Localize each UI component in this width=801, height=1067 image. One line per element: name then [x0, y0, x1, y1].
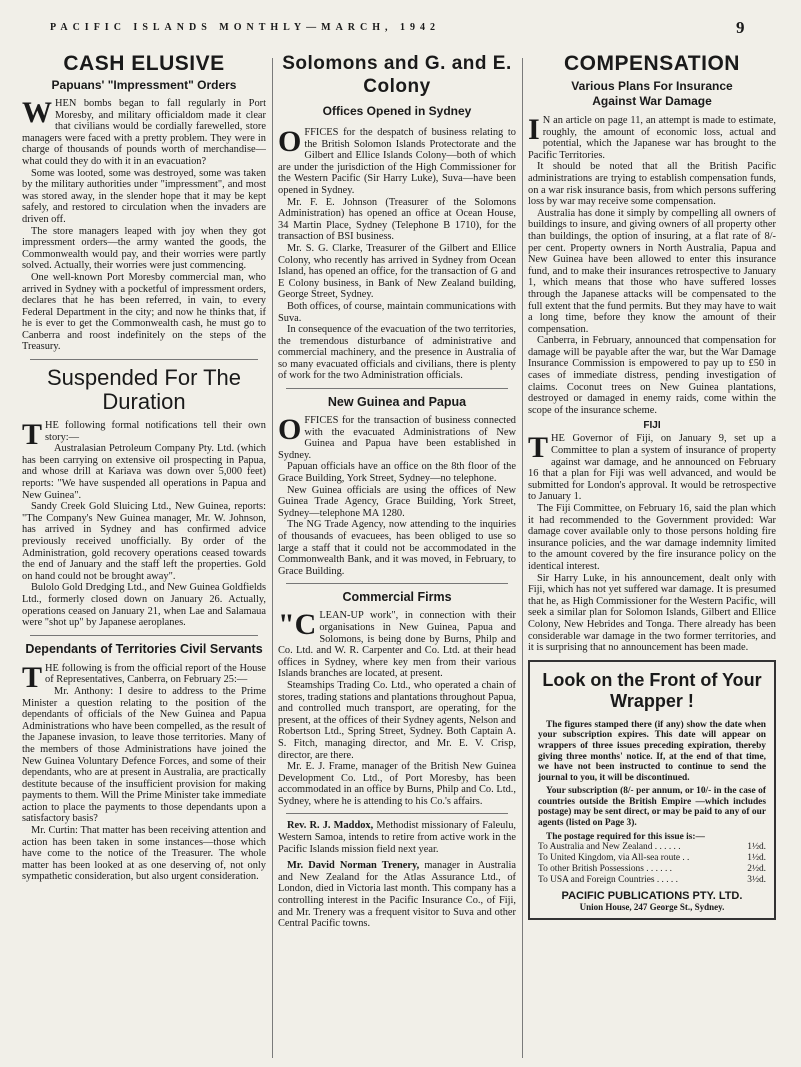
- article-paragraph: One well-known Port Moresby commercial man, who arrived in Sydney with a pocketful of impressment orders, declares that he has been referred, in vain, to every Federal Department in the city; and now he thinks that, if he is ever to get the Commonwealth cash, he must go to Canberra and roost indefinitely on the steps of the Treasury.: [22, 271, 266, 353]
- article-paragraph: Australasian Petroleum Company Pty. Ltd. (which has been carrying on extensive oil prospecting in Papua, and whose drill at Kariava was down over 5,000 feet) reports: "We have suspended all operations in Papua and New Guinea".: [22, 443, 266, 501]
- article-paragraph: Australia has done it simply by compelling all owners of buildings to insure, and giving owners of all property other than buildings, the option of insuring, at a flat rate of 8/- per cent. Property owners in North Australia, Papua and New Guinea have been allowed to enter this insurance fund, and to make their insurances retrospective to January 1, which means that those who have suffered losses through the Japanese attacks will be compensated to the full extent that the fund permits. But they may have to wait a long time, before they know the amount of their compensation.: [528, 207, 776, 335]
- divider: [30, 359, 258, 360]
- divider: [30, 635, 258, 636]
- news-brief: Mr. David Norman Trenery, manager in Australia and New Zealand for the Atlas Assurance Ltd., of London, died in Victoria last month. This company has a controlling interest in the Pacific Insurance Co., of Fiji, and Mr. Trenery was a frequent visitor to Suva and other Central Pacific towns.: [278, 860, 516, 930]
- article-paragraph: Sir Harry Luke, in his announcement, dealt only with Fiji, which has not yet suffered war damage. It is presumed that he, as High Commissioner for the Western Pacific, will seek a similar plan for Solomon Islands, Gilbert and Ellice Colony, New Hebrides and Tonga. There already has been considerable war damage in the two former territories, and it is surprising that no announcement has been made.: [528, 572, 776, 654]
- notice-paragraph: The figures stamped there (if any) show the date when your subscription expires. This date will appear on wrappers of three issues preceding expiration, thereby giving three months' notice. If, at the end of that time, we have not been instructed to continue to send the journal to you, it will be discontinued.: [538, 719, 766, 783]
- section-heading-fiji: FIJI: [643, 420, 661, 432]
- postage-row: To other British Possessions . . . . . . 2½d.: [538, 864, 766, 875]
- article-paragraph: The NG Trade Agency, now attending to the inquiries of thousands of evacuees, has been obliged to use so large a staff that it could not be accommodated in the Commonwealth Bank, and it was moved, in February, to Grace Building.: [278, 519, 516, 577]
- drop-cap: O: [278, 413, 302, 447]
- article-paragraph: WHEN bombs began to fall regularly in Port Moresby, and military officialdom made it clear that civilians would be cordially farewelled, store managers were faced with a pretty problem. They were in charge of thousands of pounds worth of merchandise—what could they do with it in an evacuation?: [22, 96, 266, 167]
- article-paragraph: "CLEAN-UP work", in connection with their organisations in New Guinea, Papua and Solomons, is being done by Burns, Philp and Co. Ltd. and W. R. Carpenter and Co. Ltd. at their head offices in Sydney, where key men from their various Islands branches are located, at present.: [278, 608, 516, 680]
- article-subtitle: Papuans' "Impressment" Orders: [51, 78, 237, 92]
- postage-row: To United Kingdom, via All-sea route . . 1½d.: [538, 853, 766, 864]
- article-subtitle: Various Plans For Insurance Against War Damage: [571, 79, 733, 108]
- article-title-new-guinea-papua: New Guinea and Papua: [327, 395, 467, 410]
- article-paragraph: It should be noted that all the British Pacific administrations are trying to establish compensation funds, on a war risk insurance basis, from which persons suffering loss by war may receive some compensation.: [528, 161, 776, 208]
- article-paragraph: The Fiji Committee, on February 16, said the plan which it had recommended to the Government provided: War damage cover available only to those persons holding fire insurance policies, and the war damage indemnity limited to the amount covered by the fire insurance policy on the identical interest.: [528, 503, 776, 572]
- article-paragraph: New Guinea officials are using the offices of New Guinea Trade Agency, Grace Building, York Street, Sydney—telephone MA 1280.: [278, 484, 516, 519]
- article-paragraph: THE following formal notifications tell their own story:—: [22, 418, 266, 452]
- article-title-solomons: Solomons and G. and E. Colony: [282, 53, 512, 97]
- article-paragraph: Canberra, in February, announced that compensation for damage will be payable after the war, but the War Damage Insurance Commission is empowered to pay up to £50 in cases of immediate distress, pending investigation of claims. Coconut trees on New Guinea plantations, destroyed or damaged in enemy raids, come within the scope of the insurance scheme.: [528, 335, 776, 416]
- running-title: PACIFIC ISLANDS MONTHLY—MARCH, 1942: [50, 22, 441, 33]
- notice-paragraph: Your subscription (8/- per annum, or 10/- in the case of countries outside the British Empire —which includes postage) may be sent direct, or may be paid to any of our agents (listed on Page 3).: [538, 786, 766, 829]
- article-paragraph: Sandy Creek Gold Sluicing Ltd., New Guinea, reports: "The Company's New Guinea manager, Mr. W. Johnson, has arrived in Sydney and has confirmed advice previously received unofficially. By order of the Administration, gold recovery operations ceased towards the end of January and the staff left the properties. Gold on hand could not be brought away".: [22, 501, 266, 582]
- article-title-commercial-firms: Commercial Firms: [342, 590, 452, 605]
- postage-row: To Australia and New Zealand . . . . . . 1½d.: [538, 842, 766, 853]
- article-title-suspended: Suspended For The Duration: [46, 365, 242, 415]
- article-paragraph: Bulolo Gold Dredging Ltd., and New Guinea Goldfields Ltd., formerly closed down on January 26. Actually, operations ceased on January 21, when Lae and Salamaua were "shot up" by Japanese aeroplanes.: [22, 582, 266, 629]
- article-paragraph: The store managers leaped with joy when they got impressment orders—the army wanted the goods, the Commonwealth would pay, and their worries were partly solved. Actually, their worries were just commencing.: [22, 225, 266, 272]
- drop-cap: I: [528, 113, 540, 146]
- article-paragraph: Mr. S. G. Clarke, Treasurer of the Gilbert and Ellice Colony, who recently has arrived in Sydney from Ocean Island, has opened an office, for the transaction of G and E Colony business, in Bank of New Zealand building, George Street, Sydney.: [278, 242, 516, 301]
- publisher-name: PACIFIC PUBLICATIONS PTY. LTD.: [561, 890, 743, 903]
- article-paragraph: Both offices, of course, maintain communications with Suva.: [278, 300, 516, 324]
- notice-title: Look on the Front of Your Wrapper !: [542, 669, 762, 711]
- article-paragraph: In consequence of the evacuation of the two territories, the tremendous disturbance of administrative and commercial machinery, and the presence in Australia of so many evacuated officials and civilians, there is plenty of work for the two Administration officials.: [278, 324, 516, 382]
- postage-table: [538, 842, 766, 886]
- article-paragraph: OFFICES for the transaction of business connected with the evacuated Administrations of New Guinea and Papua have been established in Sydney.: [278, 413, 516, 461]
- article-paragraph: OFFICES for the despatch of business relating to the British Solomon Islands Protectorate and the Gilbert and Ellice Islands Colony—both of which are under the jurisdiction of the High Commissioner for the Western Pacific (Sir Harry Luke), Suva—have been opened in Sydney.: [278, 125, 516, 196]
- subscription-notice-box: [528, 660, 776, 921]
- article-paragraph: Some was looted, some was destroyed, some was taken by the military authorities under "impressment", and most was stored away, in the slender hope that it may be kept safely, and restored to circulation when the invaders are driven off.: [22, 167, 266, 225]
- divider: [286, 813, 508, 814]
- article-paragraph: THE Governor of Fiji, on January 9, set up a Committee to plan a system of insurance of property against war damage, and he announced on February 16 that a plan for Fiji was well advanced, and would be submitted for London's approval. It would be retrospective to January 1.: [528, 431, 776, 503]
- drop-cap: T: [22, 418, 43, 452]
- column-right: [528, 52, 776, 1067]
- article-paragraph: Mr. Curtin: That matter has been receiving attention and action has been taken in some instances—those which have come to the notice of the Treasurer. The whole matter has been looked at as one deserving of, not only sympathetic consideration, but also urgent consideration.: [22, 825, 266, 883]
- column-rule: [522, 58, 523, 1058]
- column-left: [22, 52, 266, 1067]
- column-rule: [272, 58, 273, 1058]
- publisher-address: Union House, 247 George St., Sydney.: [579, 902, 725, 913]
- drop-cap: "C: [278, 608, 317, 642]
- article-paragraph: Mr. E. J. Frame, manager of the British New Guinea Development Co. Ltd., of Port Moresby, has been accommodated in an office by Burns, Philp and Co. Ltd., Sydney, where he is attending to his Co.'s affairs.: [278, 761, 516, 807]
- article-paragraph: I N an article on page 11, an attempt is made to estimate, roughly, the amount of economic loss, actual and potential, which the Japanese war has brought to the Pacific Territories.: [528, 113, 776, 161]
- article-paragraph: Mr. Anthony: I desire to address to the Prime Minister a question relating to the position of the dependants of officials of the New Guinea and Papua Administrations who have been compelled, as the result of the Japanese invasion, to leave those territories. Many of the members of those Administrations have joined the New Guinea Voluntary Defence Forces, and some of their dependants, who are at present in Australia, are practically destitute because of the insufficient provision for making payments to them. Will the Prime Minister take immediate action to place the payments to those dependants upon a satisfactory basis?: [22, 685, 266, 825]
- article-title-dependants: Dependants of Territories Civil Servants: [25, 641, 263, 656]
- news-brief: Rev. R. J. Maddox, Methodist missionary of Faleulu, Western Samoa, intends to retire from active work in the Pacific Islands mission field next year.: [278, 820, 516, 855]
- article-title-compensation: COMPENSATION: [564, 52, 740, 75]
- drop-cap: T: [22, 660, 43, 694]
- notice-paragraph: The postage required for this issue is:—: [546, 831, 705, 842]
- column-middle: [278, 52, 516, 1067]
- drop-cap: W: [22, 96, 52, 129]
- divider: [286, 583, 508, 584]
- article-paragraph: Steamships Trading Co. Ltd., who operated a chain of stores, trading stations and plantations throughout Papua, and controlled much transport, are operating, for the present, at the offices of their Sydney agents, Nelson and Robertson Ltd., Spring Street, Sydney. Both Captain A. S. Fitch, managing director, and Mr. E. V. Crisp, director, are there.: [278, 679, 516, 761]
- article-paragraph: Mr. F. E. Johnson (Treasurer of the Solomons Administration) has opened an office at Ocean House, 34 Martin Place, Sydney (Telephone B 1710), for the transaction of BSI business.: [278, 196, 516, 243]
- article-paragraph: Papuan officials have an office on the 8th floor of the Grace Building, York Street, Sydney—no telephone.: [278, 461, 516, 485]
- postage-row: To USA and Foreign Countries . . . . . 3½d.: [538, 875, 766, 886]
- article-title-cash-elusive: CASH ELUSIVE: [63, 52, 225, 75]
- drop-cap: T: [528, 431, 549, 465]
- divider: [286, 388, 508, 389]
- drop-cap: O: [278, 125, 302, 158]
- page-number: 9: [736, 18, 745, 37]
- article-paragraph: THE following is from the official report of the House of Representatives, Canberra, on February 25:—: [22, 660, 266, 694]
- article-subtitle: Offices Opened in Sydney: [322, 104, 472, 118]
